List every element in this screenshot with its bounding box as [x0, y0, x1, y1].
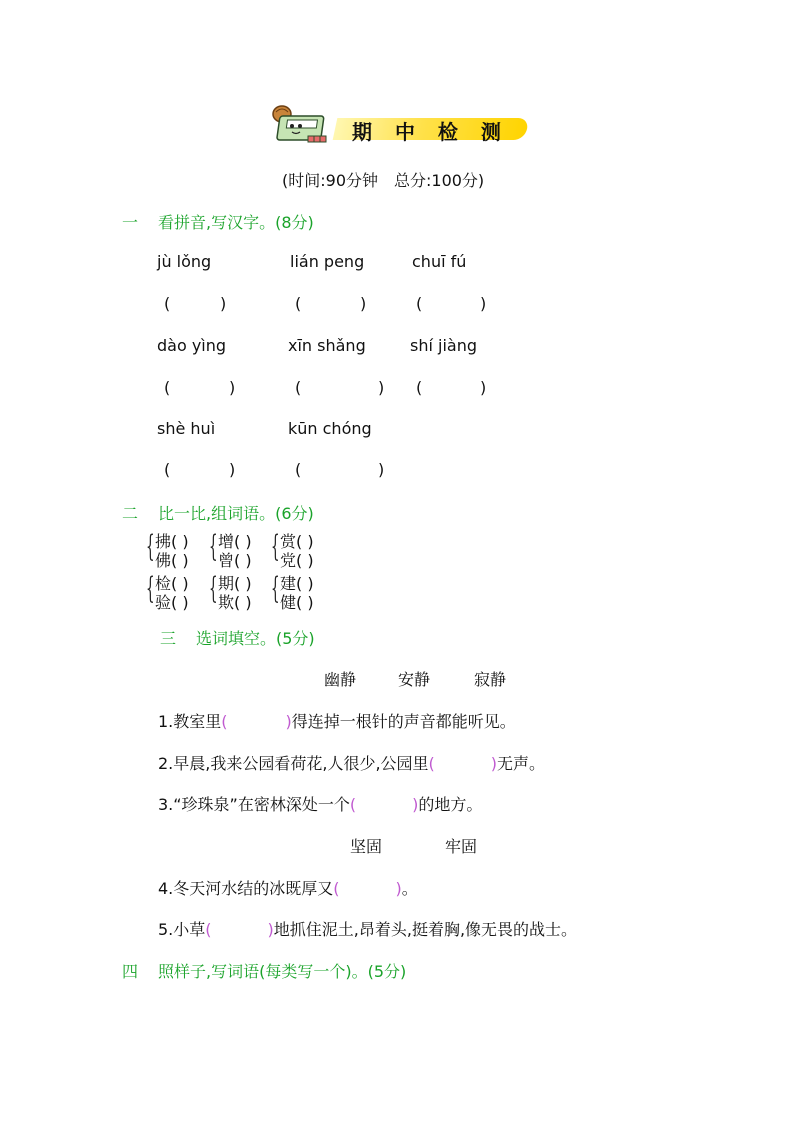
fill-item-text: 4.冬天河水结的冰既厚又	[158, 879, 334, 898]
section-3-number: 三	[160, 629, 177, 648]
blank-close: )	[267, 920, 274, 939]
answer-paren-open: (	[416, 378, 423, 397]
brace-icon: {	[271, 529, 280, 564]
blank-close: )	[285, 712, 292, 731]
brace-icon: {	[271, 571, 280, 606]
answer-paren-close: )	[480, 378, 487, 397]
page-title: 期 中 检 测	[352, 120, 509, 144]
answer-paren-open: (	[295, 294, 302, 313]
pinyin-1-3: chuī fú	[412, 252, 467, 271]
fill-item-text: 1.教室里	[158, 712, 222, 731]
word-choice: 坚固	[350, 837, 383, 856]
exam-time-score: (时间:90分钟 总分:100分)	[282, 171, 485, 190]
brace-icon: {	[209, 571, 218, 606]
answer-paren-close: )	[378, 378, 385, 397]
section-1-heading: 看拼音,写汉字。(8分)	[158, 213, 314, 232]
fill-item-2	[158, 751, 545, 774]
pinyin-2-2: xīn shǎng	[288, 336, 366, 355]
answer-paren-close: )	[220, 294, 227, 313]
fill-item-text: 3.“珍珠泉”在密林深处一个	[158, 795, 350, 814]
blank-open: (	[221, 712, 228, 731]
answer-paren-open: (	[416, 294, 423, 313]
pair-top: 期( )	[218, 574, 252, 593]
pinyin-2-1: dào yìng	[157, 336, 227, 355]
pair-bottom: 佛( )	[155, 551, 189, 570]
answer-paren-open: (	[164, 294, 171, 313]
blank-open: (	[349, 795, 357, 814]
fill-item-text: 的地方。	[418, 795, 483, 814]
header-mascot	[268, 102, 332, 150]
answer-paren-open: (	[164, 378, 171, 397]
answer-paren-open: (	[295, 378, 302, 397]
section-2-heading: 比一比,组词语。(6分)	[158, 504, 314, 523]
fill-item-text: 2.早晨,我来公园看荷花,人很少,公园里	[158, 754, 429, 773]
blank-open: (	[333, 879, 340, 898]
word-choice: 牢固	[445, 837, 478, 856]
fill-item-text: 地抓住泥土,昂着头,挺着胸,像无畏的战士。	[273, 920, 578, 939]
pair-bottom: 健( )	[280, 593, 314, 612]
word-choice: 寂静	[474, 670, 507, 689]
pair-bottom: 欺( )	[218, 593, 252, 612]
fill-item-4	[158, 876, 418, 899]
pair-bottom: 党( )	[280, 551, 314, 570]
pair-bottom: 曾( )	[218, 551, 252, 570]
answer-paren-open: (	[295, 460, 302, 479]
blank-open: (	[428, 754, 435, 773]
brace-icon: {	[209, 529, 218, 564]
section-4-number: 四	[122, 962, 139, 981]
answer-paren-close: )	[229, 460, 236, 479]
blank-open: (	[205, 920, 212, 939]
word-choice: 幽静	[324, 670, 357, 689]
pair-top: 建( )	[280, 574, 314, 593]
pinyin-1-1: jù lǒng	[157, 252, 212, 271]
answer-paren-close: )	[360, 294, 367, 313]
answer-paren-open: (	[164, 460, 171, 479]
pinyin-1-2: lián peng	[290, 252, 365, 271]
brace-icon: {	[146, 529, 155, 564]
pair-top: 增( )	[218, 532, 252, 551]
fill-item-text: 得连掉一根针的声音都能听见。	[291, 712, 516, 731]
fill-item-5	[158, 917, 577, 940]
blank-close: )	[395, 879, 402, 898]
pair-top: 赏( )	[280, 532, 314, 551]
pinyin-3-2: kūn chóng	[288, 419, 372, 438]
answer-paren-close: )	[480, 294, 487, 313]
fill-item-text: 5.小草	[158, 920, 206, 939]
fill-item-1	[158, 709, 516, 732]
section-1-number: 一	[122, 213, 139, 232]
section-4-heading: 照样子,写词语(每类写一个)。(5分)	[158, 962, 407, 981]
pencil-case-icon	[268, 102, 332, 150]
word-choice: 安静	[398, 670, 431, 689]
fill-item-text: 无声。	[497, 754, 546, 773]
answer-paren-close: )	[378, 460, 385, 479]
pinyin-3-1: shè huì	[157, 419, 216, 438]
blank-close: )	[490, 754, 498, 773]
section-3-heading: 选词填空。(5分)	[196, 629, 315, 648]
answer-paren-close: )	[229, 378, 236, 397]
pair-top: 检( )	[155, 574, 189, 593]
pair-top: 拂( )	[155, 532, 189, 551]
fill-item-3	[158, 792, 482, 815]
brace-icon: {	[146, 571, 155, 606]
fill-item-text: 。	[401, 879, 418, 898]
pinyin-2-3: shí jiàng	[410, 336, 477, 355]
section-2-number: 二	[122, 504, 139, 523]
pair-bottom: 验( )	[155, 593, 189, 612]
blank-close: )	[412, 795, 419, 814]
